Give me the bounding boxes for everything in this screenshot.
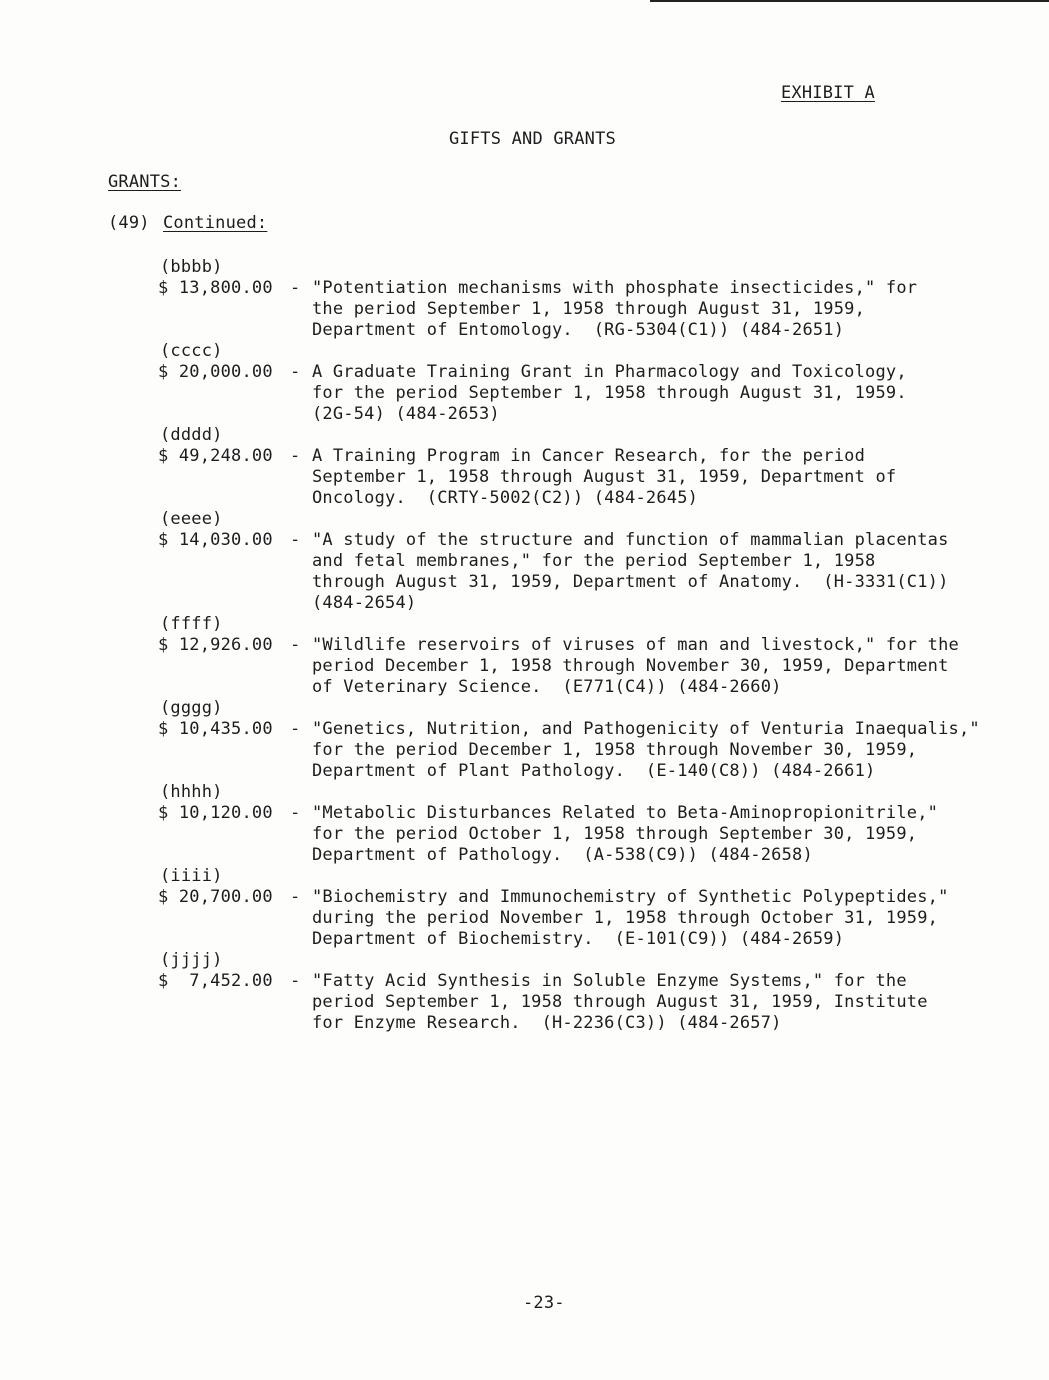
- grant-description: [290, 887, 949, 950]
- grant-amount: $ 13,800.00: [158, 278, 273, 298]
- grant-amount: $ 10,120.00: [158, 803, 273, 823]
- grant-description-line: A Training Program in Cancer Research, for the period: [312, 446, 866, 466]
- grant-description-line: through August 31, 1959, Department of Anatomy. (H-3331(C1)): [312, 572, 949, 592]
- grant-description-line: during the period November 1, 1958 through October 31, 1959,: [312, 908, 939, 928]
- grant-description-line: "Fatty Acid Synthesis in Soluble Enzyme Systems," for the: [312, 971, 907, 991]
- grant-description-line: (2G-54) (484-2653): [312, 404, 500, 424]
- grant-description-line: "Wildlife reservoirs of viruses of man and livestock," for the: [312, 635, 959, 655]
- grant-description-line: Department of Pathology. (A-538(C9)) (484-2658): [312, 845, 813, 865]
- grant-description-line: Department of Biochemistry. (E-101(C9)) (484-2659): [312, 929, 845, 949]
- grant-description: [290, 719, 980, 782]
- page-number: -23-: [523, 1293, 565, 1313]
- dash-separator: -: [290, 446, 301, 466]
- grant-description-line: the period September 1, 1958 through August 31, 1959,: [312, 299, 866, 319]
- grant-description-line: "Biochemistry and Immunochemistry of Synthetic Polypeptides,": [312, 887, 949, 907]
- dash-separator: -: [290, 887, 301, 907]
- grant-description: [290, 446, 896, 509]
- top-rule: [650, 0, 1049, 2]
- grant-entry-label: (cccc): [160, 341, 223, 361]
- grant-entry-label: (iiii): [160, 866, 223, 886]
- item-number: (49): [108, 213, 150, 233]
- grant-entry-label: (dddd): [160, 425, 223, 445]
- dash-separator: -: [290, 635, 301, 655]
- grant-description: [290, 971, 928, 1034]
- grant-description-line: September 1, 1958 through August 31, 1959, Department of: [312, 467, 897, 487]
- dash-separator: -: [290, 971, 301, 991]
- dash-separator: -: [290, 278, 301, 298]
- grant-description-line: period December 1, 1958 through November 30, 1959, Department: [312, 656, 949, 676]
- grant-description-line: for the period October 1, 1958 through September 30, 1959,: [312, 824, 918, 844]
- grant-description-line: Department of Plant Pathology. (E-140(C8)) (484-2661): [312, 761, 876, 781]
- grant-description: [290, 362, 907, 425]
- grant-description-line: of Veterinary Science. (E771(C4)) (484-2660): [312, 677, 782, 697]
- grant-amount: $ 20,700.00: [158, 887, 273, 907]
- page-title: GIFTS AND GRANTS: [449, 129, 616, 149]
- grant-entry-label: (gggg): [160, 698, 223, 718]
- grant-description-line: Department of Entomology. (RG-5304(C1)) (484-2651): [312, 320, 845, 340]
- dash-separator: -: [290, 719, 301, 739]
- grant-entry-label: (eeee): [160, 509, 223, 529]
- grant-description-line: for the period December 1, 1958 through November 30, 1959,: [312, 740, 918, 760]
- dash-separator: -: [290, 803, 301, 823]
- section-heading: GRANTS:: [108, 172, 182, 192]
- grant-description-line: "A study of the structure and function of mammalian placentas: [312, 530, 949, 550]
- grant-description-line: and fetal membranes," for the period September 1, 1958: [312, 551, 876, 571]
- grant-description-line: Oncology. (CRTY-5002(C2)) (484-2645): [312, 488, 699, 508]
- grant-description: [290, 530, 949, 614]
- exhibit-label: EXHIBIT A: [781, 83, 875, 103]
- grant-amount: $ 20,000.00: [158, 362, 273, 382]
- grant-description: [290, 803, 938, 866]
- dash-separator: -: [290, 362, 301, 382]
- grant-amount: $ 12,926.00: [158, 635, 273, 655]
- grant-description-line: (484-2654): [312, 593, 417, 613]
- grant-description-line: A Graduate Training Grant in Pharmacology and Toxicology,: [312, 362, 907, 382]
- grant-description-line: period September 1, 1958 through August 31, 1959, Institute: [312, 992, 928, 1012]
- dash-separator: -: [290, 530, 301, 550]
- grant-amount: $ 7,452.00: [158, 971, 273, 991]
- grant-description-line: "Potentiation mechanisms with phosphate insecticides," for: [312, 278, 918, 298]
- grant-description-line: "Genetics, Nutrition, and Pathogenicity of Venturia Inaequalis,": [312, 719, 980, 739]
- grant-amount: $ 14,030.00: [158, 530, 273, 550]
- grant-description-line: "Metabolic Disturbances Related to Beta-Aminopropionitrile,": [312, 803, 939, 823]
- grant-amount: $ 49,248.00: [158, 446, 273, 466]
- grant-amount: $ 10,435.00: [158, 719, 273, 739]
- grant-entry-label: (ffff): [160, 614, 223, 634]
- grant-description-line: for Enzyme Research. (H-2236(C3)) (484-2657): [312, 1013, 782, 1033]
- item-continued-label: Continued:: [163, 213, 268, 233]
- grant-entry-label: (bbbb): [160, 257, 223, 277]
- grant-description-line: for the period September 1, 1958 through August 31, 1959.: [312, 383, 907, 403]
- grant-description: [290, 278, 917, 341]
- grant-entry-label: (jjjj): [160, 950, 223, 970]
- grant-description: [290, 635, 959, 698]
- grant-entry-label: (hhhh): [160, 782, 223, 802]
